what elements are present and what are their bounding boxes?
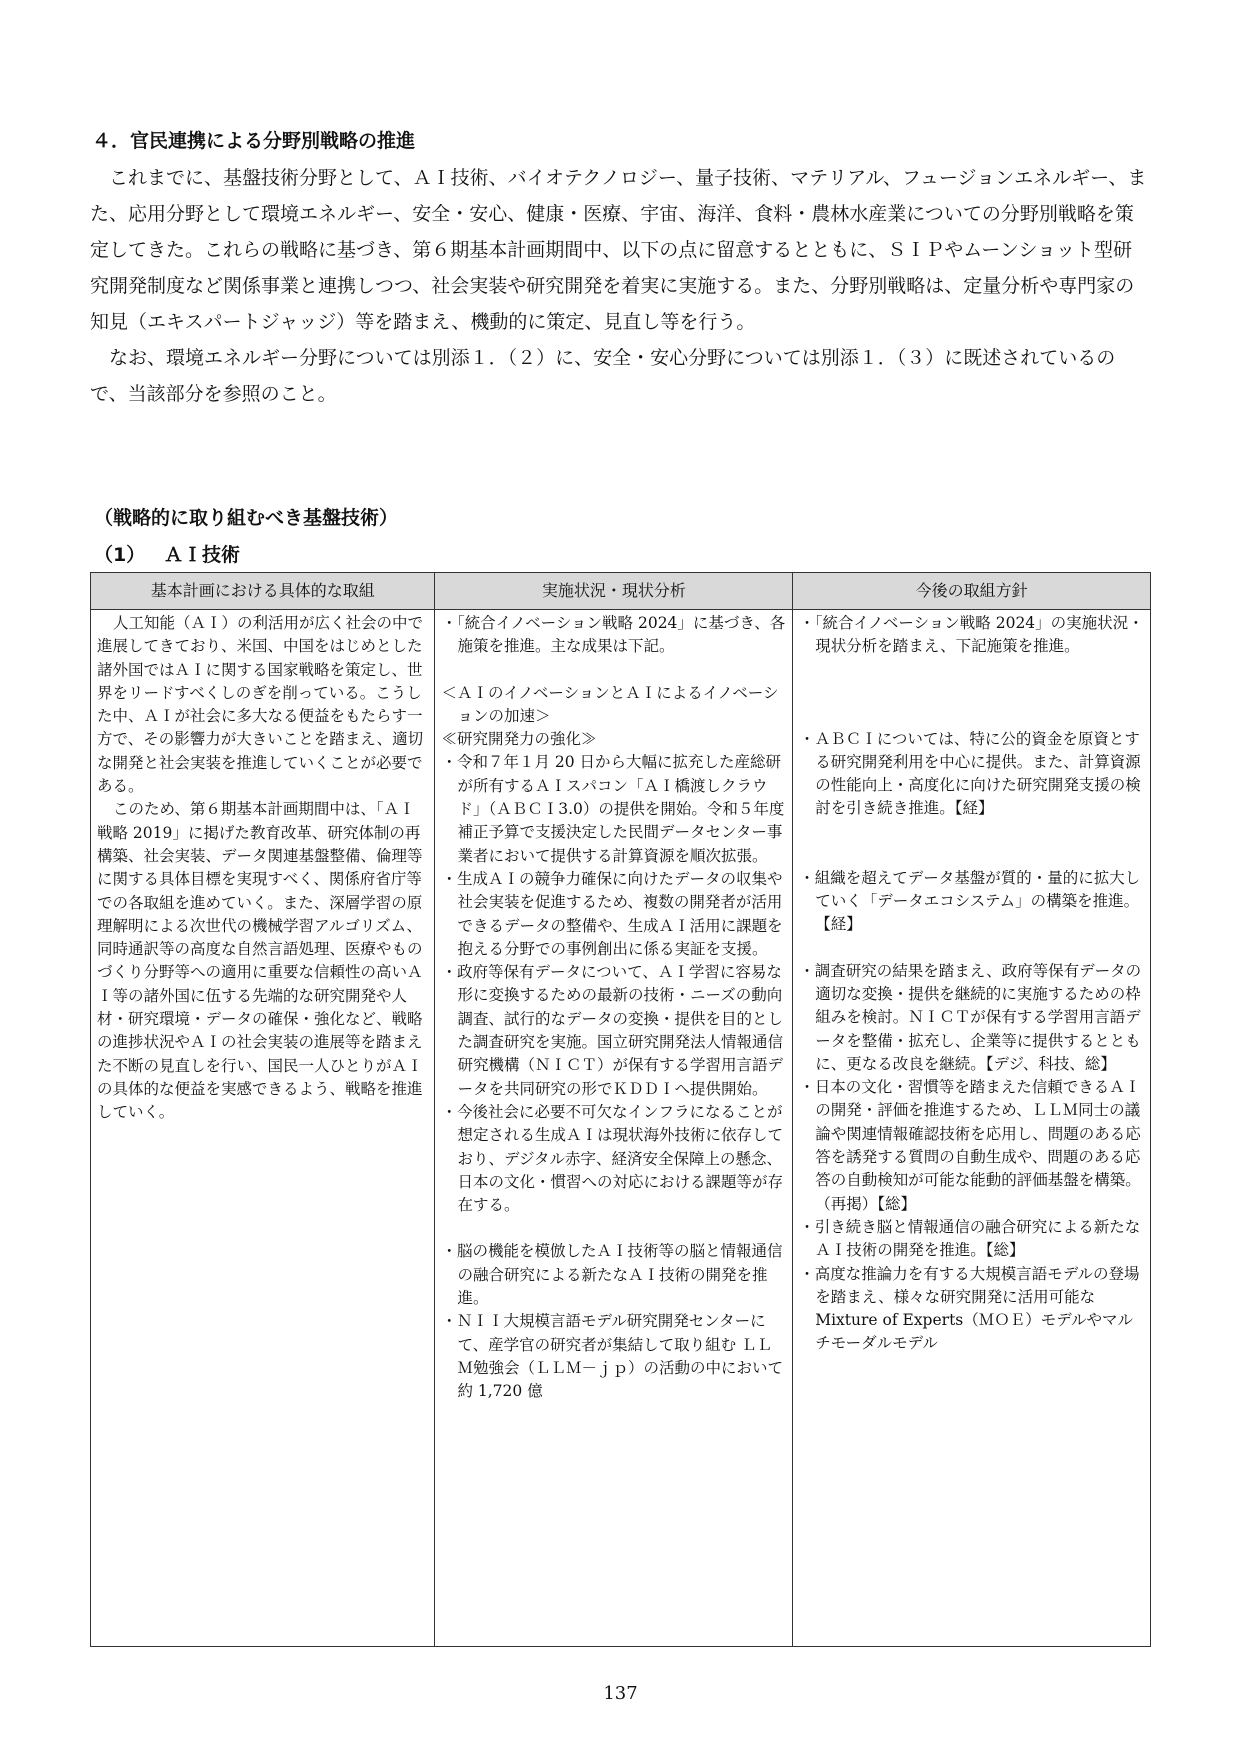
table-row <box>91 610 1151 1647</box>
policy-item-moe: ・高度な推論力を有する大規模言語モデルの登場を踏まえ、様々な研究開発に活用可能な Mixture of Experts（ＭＯＥ）モデルやマルチモーダルモデル <box>799 1264 1140 1353</box>
policy-item-llm-eval: ・日本の文化・習慣等を踏まえた信頼できるＡＩの開発・評価を推進するため、ＬＬＭ同士の議論や関連情報確認技術を応用し、問題のある応答を誘発する質問の自動生成や、問題のある応答の自動検知が可能な能動的評価基盤を構築。（再掲）【総】 <box>799 1078 1141 1213</box>
policy-item-data-ecosystem: ・組織を超えてデータ基盤が質的・量的に拡大していく「データエコシステム」の構築を推進。【経】 <box>799 868 1141 934</box>
plan-paragraph-1: 人工知能（ＡＩ）の利活用が広く社会の中で進展してきており、米国、中国をはじめとした諸外国ではＡＩに関する国家戦略を策定し、世界をリードすべくしのぎを削っている。こうした中、ＡＩが社会に多大なる便益をもたらす一方で、その影響力が大きいことを踏まえ、適切な開発と社会実装を推進していくことが必要である。 <box>97 614 424 796</box>
plan-cell <box>91 610 435 1647</box>
section-title: ４．官民連携による分野別戦略の推進 <box>92 130 416 152</box>
ai-strategy-table <box>90 572 1151 1647</box>
plan-paragraph-2: このため、第６期基本計画期間中は、「ＡＩ戦略 2019」に掲げた教育改革、研究体制の再構築、社会実装、データ関連基盤整備、倫理等に関する具体目標を実現すべく、関係府省庁等での各取組を進めていく。また、深層学習の原理解明による次世代の機械学習アルゴリズム、同時通訳等の高度な自然言語処理、医療やものづくり分野等への適用に重要な信頼性の高いＡＩ等の諸外国に伍する先端的な研究開発や人材・研究環境・データの確保・強化など、戦略の進捗状況やＡＩの社会実装の進展等を踏まえた不断の見直しを行い、国民一人ひとりがＡＩの具体的な便益を実感できるよう、戦略を推進していく。 <box>97 800 423 1122</box>
header-status: 実施状況・現状分析 <box>435 573 793 610</box>
status-item-abci: ・令和７年１月 20 日から大幅に拡充した産総研が所有するＡＩスパコン「ＡＩ橋渡しクラウド」（ＡＢＣＩ3.0）の提供を開始。令和５年度補正予算で支援決定した民間データセンター事業者において提供する計算資源を順次拡張。 <box>441 753 785 865</box>
body-paragraph-2: なお、環境エネルギー分野については別添１．（２）に、安全・安心分野については別添１．（３）に既述されているので、当該部分を参照のこと。 <box>90 347 1116 405</box>
body-paragraph-1: これまでに、基盤技術分野として、ＡＩ技術、バイオテクノロジー、量子技術、マテリアル、フュージョンエネルギー、また、応用分野として環境エネルギー、安全・安心、健康・医療、宇宙、海洋、食料・農林水産業についての分野別戦略を策定してきた。これらの戦略に基づき、第６期基本計画期間中、以下の点に留意するとともに、ＳＩＰやムーンショット型研究開発制度など関係事業と連携しつつ、社会実装や研究開発を着実に実施する。また、分野別戦略は、定量分析や専門家の知見（エキスパートジャッジ）等を踏まえ、機動的に策定、見直し等を行う。 <box>90 167 1147 333</box>
header-policy: 今後の取組方針 <box>793 573 1151 610</box>
policy-intro: ・「統合イノベーション戦略 2024」の実施状況・現状分析を踏まえ、下記施策を推進。 <box>799 614 1144 656</box>
policy-cell <box>793 610 1151 1647</box>
page-number: 137 <box>603 1683 638 1704</box>
status-item-gov-data: ・政府等保有データについて、ＡＩ学習に容易な形に変換するための最新の技術・ニーズの動向調査、試行的なデータの変換・提供を目的とした調査研究を実施。国立研究開発法人情報通信研究機構（ＮＩＣＴ）が保有する学習用言語データを共同研究の形でＫＤＤＩへ提供開始。 <box>441 963 783 1098</box>
strategic-tech-heading: （戦略的に取り組むべき基盤技術） <box>94 507 399 529</box>
table-header-row <box>91 573 1151 610</box>
status-heading-rd: ≪研究開発力の強化≫ <box>441 730 597 749</box>
subsection-title: ＡＩ技術 <box>164 544 241 566</box>
policy-item-brain: ・引き続き脳と情報通信の融合研究による新たなＡＩ技術の開発を推進。【総】 <box>799 1217 1141 1260</box>
subsection-number: （1） <box>94 544 146 566</box>
header-plan: 基本計画における具体的な取組 <box>91 573 435 610</box>
status-item-nii: ・ＮＩＩ大規模言語モデル研究開発センターにて、産学官の研究者が集結して取り組む ＬＬＭ勉強会（ＬＬＭ－ｊｐ）の活動の中において約 1,720 億 <box>441 1312 783 1401</box>
status-heading-innovation: ＜ＡＩのイノベーションとＡＩによるイノベーションの加速＞ <box>441 683 779 725</box>
status-item-genai: ・今後社会に必要不可欠なインフラになることが想定される生成ＡＩは現状海外技術に依存しており、デジタル赤字、経済安全保障上の懸念、日本の文化・慣習への対応における課題等が存在する。 <box>441 1102 783 1215</box>
status-intro: ・「統合イノベーション戦略 2024」に基づき、各施策を推進。主な成果は下記。 <box>441 614 786 656</box>
status-cell <box>435 610 793 1647</box>
subsection-heading <box>94 540 240 567</box>
policy-item-gov-data: ・調査研究の結果を踏まえ、政府等保有データの適切な変換・提供を継続的に実施するための枠組みを検討。ＮＩＣＴが保有する学習用言語データを整備・拡充し、企業等に提供するとともに、更なる改良を継続。【デジ、科技、総】 <box>799 961 1142 1073</box>
policy-item-abci: ・ＡＢＣＩについては、特に公的資金を原資とする研究開発利用を中心に提供。また、計算資源の性能向上・高度化に向けた研究開発支援の検討を引き続き推進。【経】 <box>799 729 1141 818</box>
section-body <box>90 160 1150 412</box>
status-item-brain: ・脳の機能を模倣したＡＩ技術等の脳と情報通信の融合研究による新たなＡＩ技術の開発を推進。 <box>441 1242 783 1308</box>
status-item-data: ・生成ＡＩの競争力確保に向けたデータの収集や社会実装を促進するため、複数の開発者が活用できるデータの整備や、生成ＡＩ活用に課題を抱える分野での事例創出に係る実証を支援。 <box>441 869 783 958</box>
